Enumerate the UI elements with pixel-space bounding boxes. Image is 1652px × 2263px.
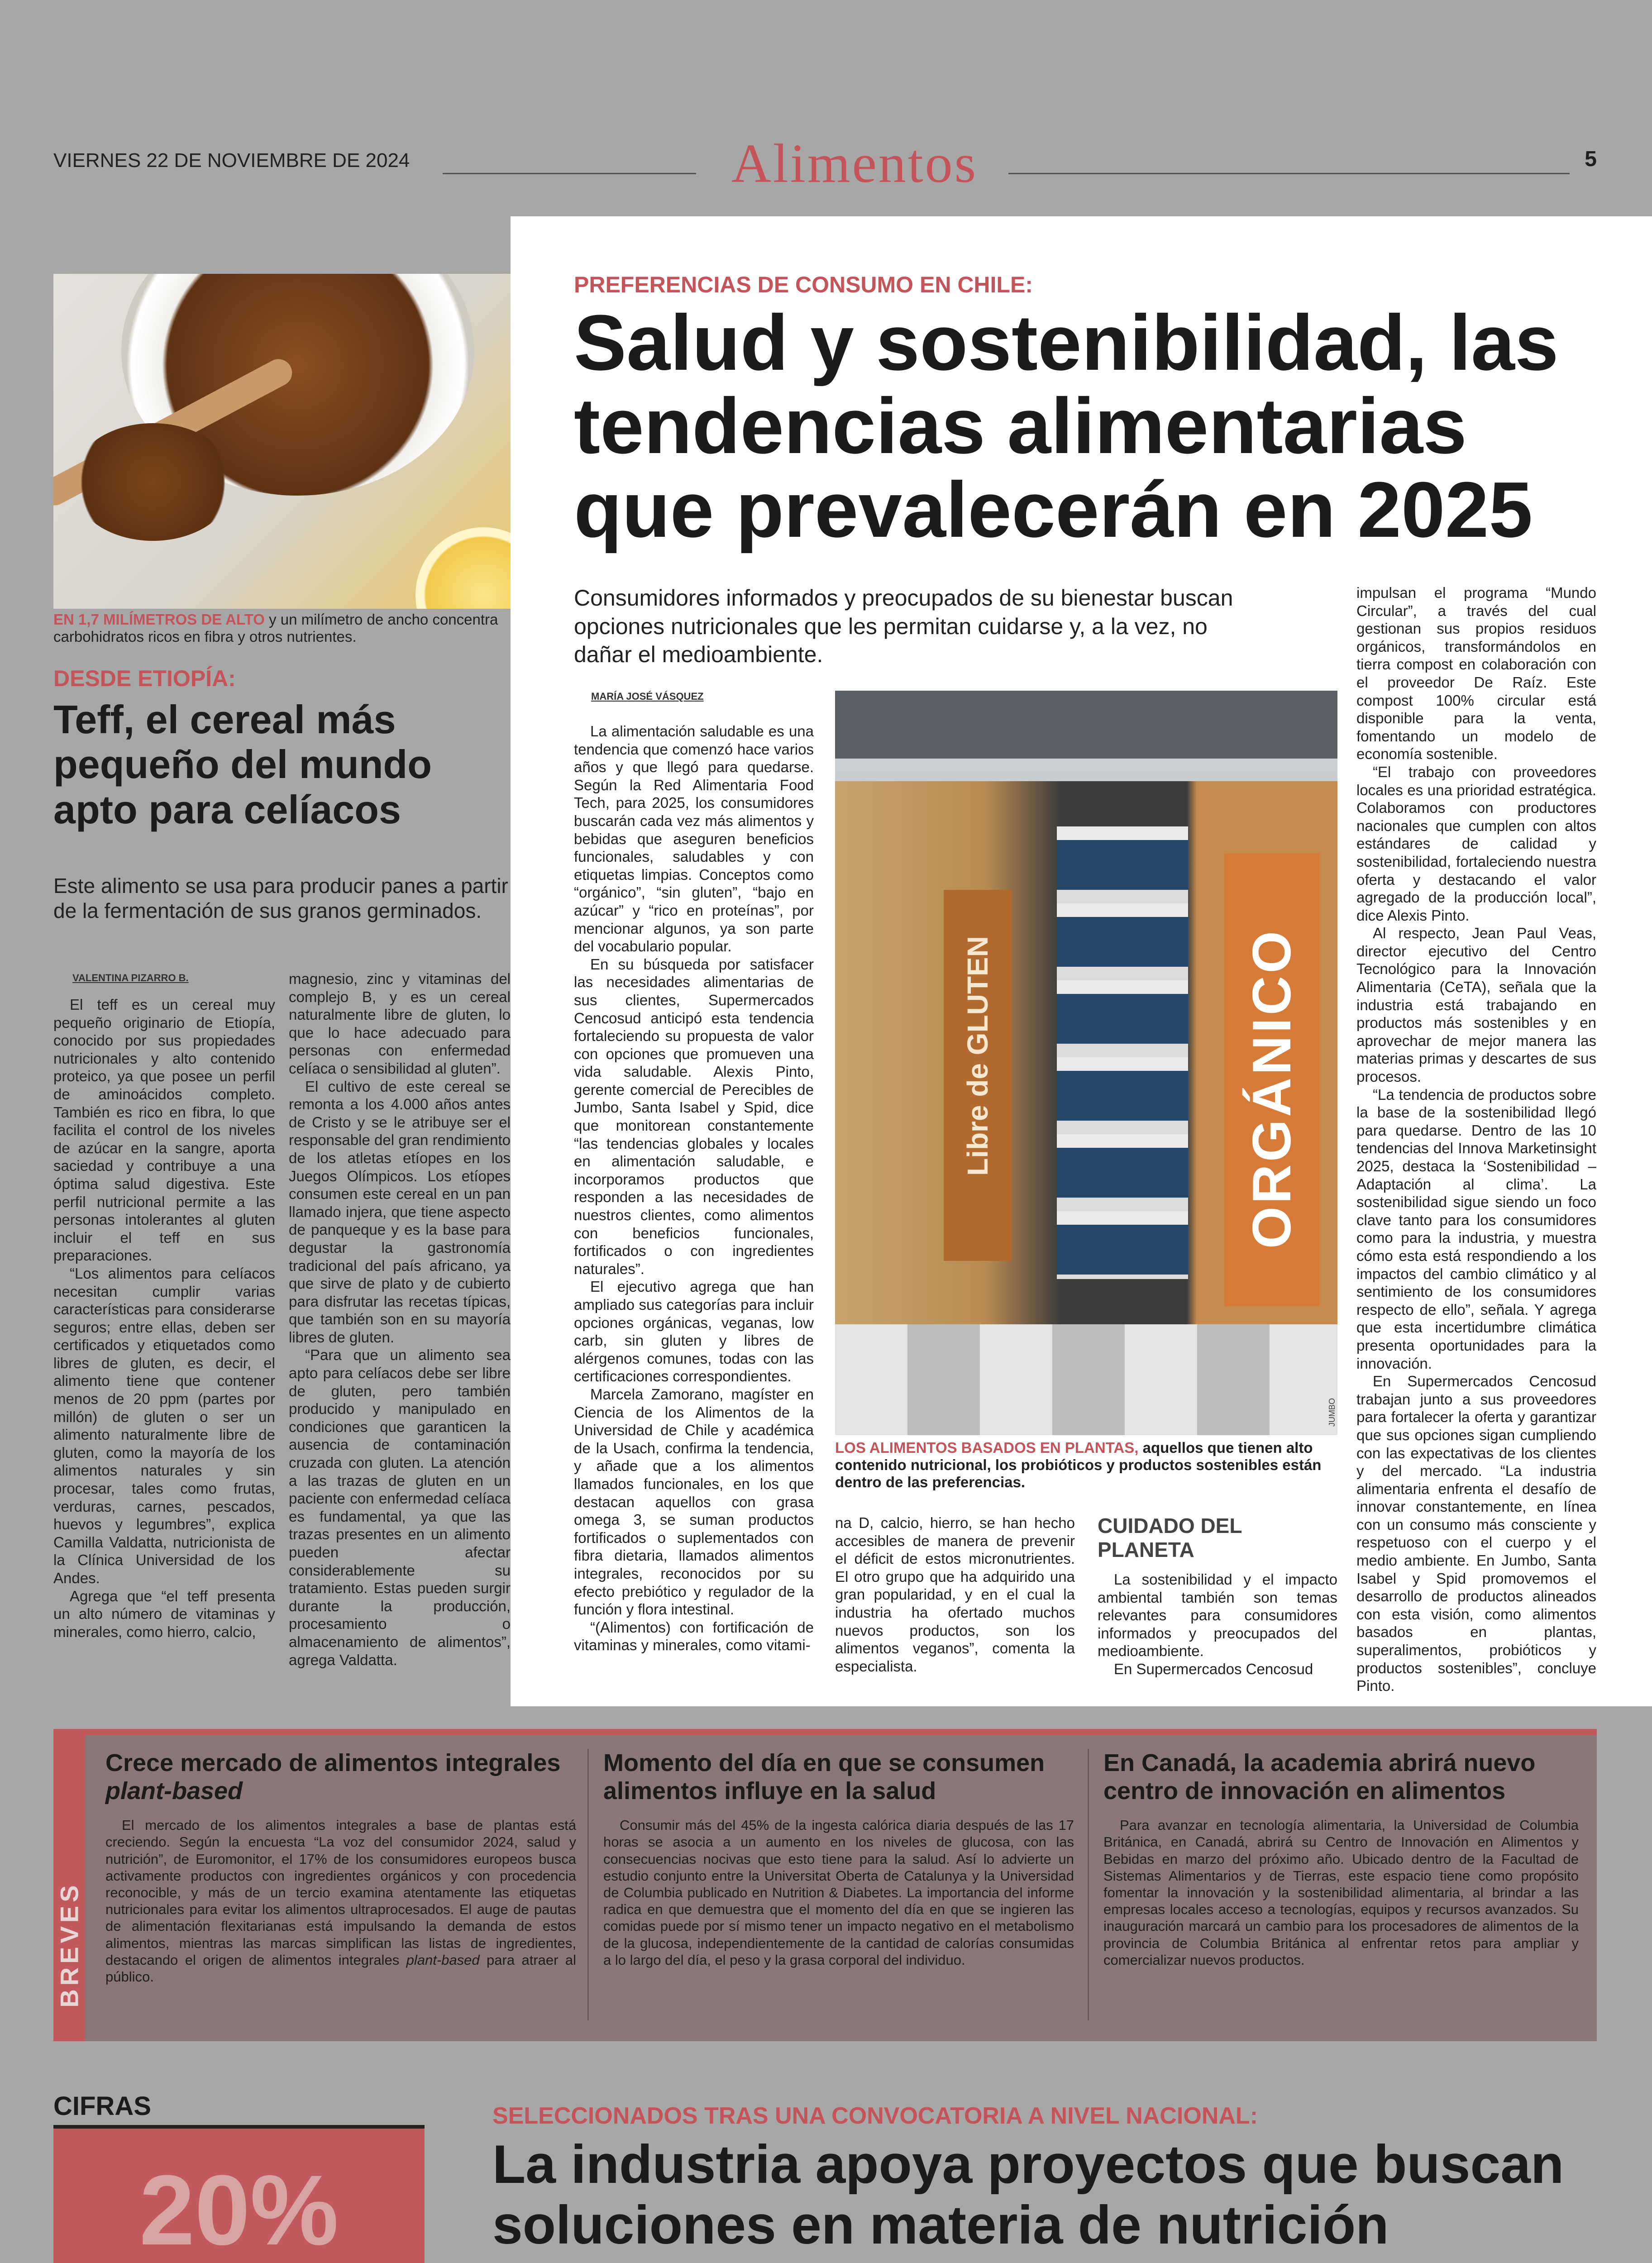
main-photo-caption	[835, 1439, 1337, 1491]
main-kicker: PREFERENCIAS DE CONSUMO EN CHILE:	[574, 272, 1033, 297]
teff-caption	[53, 611, 511, 645]
paragraph: “La tendencia de productos sobre la base de la sostenibilidad llegó para quedarse. Dentro de las 10 tendencias del Innova Marketinsight 2025, destaca la ‘Sostenibilidad – Adaptación al clima’. La sostenibilidad sigue siendo un foco clave tanto para los consumidores como para la industria, y muestra cómo esta está respondiendo a los impactos del cambio climático y al sentimiento de los consumidores respecto de ello”, señala. Y agrega que esta incertidumbre climática presenta oportunidades para la innovación.	[1356, 1086, 1596, 1372]
breves-item-body: Consumir más del 45% de la ingesta calórica diaria después de las 17 horas se asocia a un aumento en los niveles de glucosa, con las consecuencias nocivas que esto tiene para la salud. Así lo advierte un estudio conjunto entre la Universitat Oberta de Catalunya y la Universidad de Columbia publicado en Nutrition & Diabetes. La importancia del informe radica en que demuestra que el momento del día en que se ingieren las comidas puede por sí mismo tener un impacto negativo en el metabolismo de la glucosa, independientemente de la cantidad de calorías consumidas a lo largo del día, el peso y la grasa corporal del individuo.	[603, 1817, 1074, 1968]
lemon-slice-icon	[415, 527, 511, 609]
breves-item-body: Para avanzar en tecnología alimentaria, la Universidad de Columbia Británica, en Canadá, abrirá su Centro de Innovación en Alimentos y Bebidas en marzo del próximo año. Ubicado dentro de la Facultad de Sistemas Alimentarios y de Tierras, este espacio tiene como propósito fomentar la innovación y la sostenibilidad alimentaria, al brindar a las empresas locales acceso a tecnologías, equipos y recursos avanzados. Su inauguración marcará un cambio para los procesadores de alimentos de la provincia de Columbia Británica al enfrentar retos para ampliar y comercializar nuevos productos.	[1103, 1817, 1579, 1968]
breves-body-text: El mercado de los alimentos integrales a base de plantas está creciendo. Según la encuesta “La voz del consumidor 2024, salud y nutrición”, de Euromonitor, el 17% de los consumidores europeos busca activamente productos con ingredientes orgánicos y con procedencia reconocible, y más de un tercio examina atentamente las etiquetas nutricionales para evitar los alimentos ultraprocesados. El auge de pautas de alimentación flexitarianas está impulsando la demanda de estos alimentos, mientras las marcas simplifican las listas de ingredientes, destacando el origen de alimentos integrales	[105, 1817, 576, 1968]
paragraph: magnesio, zinc y vitaminas del complejo B, y es un cereal naturalmente libre de gluten, lo que lo hace adecuado para personas con enfermedad celíaca o sensibilidad al gluten”.	[289, 970, 511, 1077]
organic-sign-text: ORGÁNICO	[1241, 928, 1302, 1249]
breves-item-1	[105, 1749, 576, 1985]
breves-title-text: Crece mercado de alimentos integrales	[105, 1749, 561, 1776]
cifras-label: CIFRAS	[53, 2091, 151, 2121]
section-title: Alimentos	[731, 133, 978, 194]
page-number: 5	[1585, 147, 1597, 171]
breves-item-title: En Canadá, la academia abrirá nuevo centro de innovación en alimentos	[1103, 1749, 1536, 1805]
store-ceiling	[835, 691, 1337, 759]
breves-item-title: Momento del día en que se consumen alimentos influye en la salud	[603, 1749, 1045, 1805]
paragraph: En Supermercados Cencosud trabajan junto a sus proveedores para fortalecer la oferta y garantizar que sus opciones sigan cumpliendo con las expectativas de los clientes y del mercado. “La industria alimentaria enfrenta el desafío de innovar constantemente, en línea con un consumo más consciente y respetuoso con el cuerpo y el medio ambiente. En Jumbo, Santa Isabel y Spid promovemos el desarrollo de productos alineados con esta visión, como alimentos basados en plantas, superalimentos, probióticos y productos sostenibles”, concluye Pinto.	[1356, 1373, 1596, 1695]
teff-kicker: DESDE ETIOPÍA:	[53, 666, 236, 691]
cifra-number: 20%	[139, 2154, 339, 2263]
paragraph: La alimentación saludable es una tendencia que comenzó hace varios años y que llegó para quedarse. Según la Red Alimentaria Food Tech, para 2025, los consumidores buscarán cada vez más alimentos y bebidas que aseguren beneficios funcionales, saludables y con etiquetas limpias. Conceptos como “orgánico”, “sin gluten”, “bajo en azúcar” y “rico en proteínas”, por mencionar algunos, ya son parte del vocabulario popular.	[574, 723, 814, 955]
spoon-grains-icon	[72, 423, 234, 541]
paragraph: “El trabajo con proveedores locales es una prioridad estratégica. Colaboramos con productores nacionales que cumplen con altos estándares de calidad y sostenibilidad, fortaleciendo nuestra oferta y destacando el valor agregado de la producción local”, dice Alexis Pinto.	[1356, 763, 1596, 924]
breves-body-em: plant-based	[406, 1952, 480, 1968]
breves-item-2	[603, 1749, 1074, 1968]
main-lead: Consumidores informados y preocupados de su bienestar buscan opciones nutricionales que les permitan cuidarse y, a la vez, no dañar el medioambiente.	[574, 585, 1233, 667]
teff-byline: VALENTINA PIZARRO B.	[72, 972, 189, 983]
main-column-1	[574, 722, 814, 1654]
teff-lead: Este alimento se usa para producir panes a partir de la fermentación de sus granos germinados.	[53, 874, 508, 923]
teff-photo	[53, 274, 511, 609]
industria-kicker: SELECCIONADOS TRAS UNA CONVOCATORIA A NIVEL NACIONAL:	[492, 2103, 1258, 2129]
breves-divider	[587, 1749, 589, 2020]
main-byline: MARÍA JOSÉ VÁSQUEZ	[591, 691, 704, 702]
paragraph: En Supermercados Cencosud	[1114, 1660, 1313, 1677]
main-subhead: CUIDADO DEL PLANETA	[1098, 1514, 1242, 1561]
main-column-4	[1356, 584, 1596, 1695]
main-caption-text: aquellos que tienen alto contenido nutricional, los probióticos y productos sostenibles están dentro de las preferencias.	[835, 1439, 1322, 1490]
cifra-item	[72, 2154, 406, 2263]
breves-divider	[1088, 1749, 1089, 2020]
paragraph: Agrega que “el teff presenta un alto número de vitaminas y minerales, como hierro, calcio,	[53, 1587, 275, 1640]
main-photo	[835, 691, 1337, 1435]
breves-item-title	[105, 1749, 576, 1805]
paragraph: En su búsqueda por satisfacer las necesidades alimentarias de sus clientes, Supermercados Cencosud anticipó esta tendencia fortaleciendo su propuesta de valor con opciones que promueven una vida saludable. Alexis Pinto, gerente comercial de Perecibles de Jumbo, Santa Isabel y Spid, dice que monitorean constantemente “las tendencias globales y locales en alimentación saludable, e incorporamos productos que responden a las necesidades de nuestros clientes, como alimentos con beneficios funcionales, fortificados o con ingredientes naturales”.	[574, 955, 814, 1277]
paragraph: na D, calcio, hierro, se han hecho accesibles de manera de prevenir el déficit de estos micronutrientes. El otro grupo que ha adquirido una gran popularidad, y en el cual la industria ha ofertado muchos nuevos productos, son los alimentos veganos”, comenta la especialista.	[835, 1514, 1075, 1675]
teff-column-1	[53, 996, 275, 1641]
main-caption-bold: LOS ALIMENTOS BASADOS EN PLANTAS,	[835, 1439, 1139, 1456]
breves-side-bar	[53, 1735, 85, 2041]
cifras-box	[53, 2125, 425, 2263]
paragraph: impulsan el programa “Mundo Circular”, a través del cual gestionan sus propios residuos orgánicos, transformándolos en tierra compost en colaboración con el proveedor De Raíz. Este compost 100% circular está disponible para la venta, fomentando un modelo de economía sostenible.	[1356, 584, 1596, 763]
breves-item-3	[1103, 1749, 1579, 1968]
paragraph: El cultivo de este cereal se remonta a los 4.000 años antes de Cristo y se le atribuye ser el responsable del gran rendimiento de los atletas etíopes en los Juegos Olímpicos. Los etíopes consumen este cereal en un pan llamado injera, que tiene aspecto de panqueque y es la base para degustar la gastronomía tradicional del país africano, ya que sirve de plato y de cubierto para disfrutar las recetas típicas, que también son en su mayoría libres de gluten.	[289, 1078, 511, 1346]
shelf-products	[1057, 826, 1188, 1279]
breves-item-body	[105, 1817, 576, 1985]
header-rule-right	[1008, 173, 1570, 174]
teff-title: Teff, el cereal más pequeño del mundo apto para celíacos	[53, 697, 432, 832]
teff-caption-text: y un milímetro de ancho concentra carbohidratos ricos en fibra y otros nutrientes.	[53, 611, 498, 645]
paragraph: “Para que un alimento sea apto para celíacos debe ser libre de gluten, pero también producido y manipulado en condiciones que garanticen la ausencia de contaminación cruzada con gluten. La atención a las trazas de gluten en un paciente con enfermedad celíaca es fundamental, ya que las trazas presentes en un alimento pueden afectar considerablemente su tratamiento. Estas pueden surgir durante la producción, procesamiento o almacenamiento de alimentos”, agrega Valdatta.	[289, 1346, 511, 1668]
teff-column-2	[289, 970, 511, 1669]
industria-title: La industria apoya proyectos que buscan soluciones en materia de nutrición	[492, 2134, 1564, 2256]
paragraph: La sostenibilidad y el impacto ambiental también son temas relevantes para consumidores informados y preocupados del medioambiente.	[1098, 1571, 1337, 1660]
main-column-3	[1098, 1571, 1337, 1678]
main-title: Salud y sostenibilidad, las tendencias alimentarias que prevalecerán en 2025	[574, 298, 1559, 554]
paragraph: El ejecutivo agrega que han ampliado sus categorías para incluir opciones orgánicas, veganas, low carb, sin gluten y libres de alérgenos comunes, todas con las certificaciones correspondientes.	[574, 1278, 814, 1385]
breves-box	[53, 1729, 1597, 2041]
page-header	[53, 133, 1597, 194]
teff-caption-bold: EN 1,7 MILÍMETROS DE ALTO	[53, 611, 265, 628]
breves-label: BREVES	[55, 1881, 84, 2008]
photo-credit: JUMBO	[1327, 1398, 1337, 1427]
gluten-sign	[944, 890, 1012, 1261]
main-column-2	[835, 1514, 1075, 1675]
paragraph: Al respecto, Jean Paul Veas, director ejecutivo del Centro Tecnológico para la Innovación Alimentaria (CeTA), señala que la industria está trabajando en productos más sostenibles y en aprovechar de mejor manera las materias primas y descartes de sus procesos.	[1356, 925, 1596, 1085]
breves-title-em: plant-based	[105, 1777, 243, 1805]
breves-body-end: para atraer al público.	[105, 1952, 576, 1985]
paragraph: El teff es un cereal muy pequeño originario de Etiopía, conocido por sus propiedades nutricionales y alto contenido proteico, ya que posee un perfil de aminoácidos completo. También es rico en fibra, lo que facilita el control de los niveles de azúcar en la sangre, aporta saciedad y contribuye a una óptima salud digestiva. Este perfil nutricional permite a las personas intolerantes al gluten incluir el teff en sus preparaciones.	[53, 996, 275, 1264]
paragraph: “(Alimentos) con fortificación de vitaminas y minerales, como vitami-	[574, 1618, 814, 1654]
paragraph: “Los alimentos para celíacos necesitan cumplir varias características para considerarse seguros; entre ellas, deben ser certificados y etiquetados como libres de gluten, es decir, el alimento tiene que contener menos de 20 ppm (partes por millón) de gluten o ser un alimento naturalmente libre de gluten, como la mayoría de los alimentos naturales y sin procesar, tales como frutas, verduras, carnes, pescados, huevos y legumbres”, explica Camilla Valdatta, nutricionista de la Clínica Universidad de los Andes.	[53, 1265, 275, 1586]
organic-sign	[1224, 854, 1319, 1306]
paragraph: Marcela Zamorano, magíster en Ciencia de los Alimentos de la Universidad de Chile y académica de la Usach, confirma la tendencia, y añade que a los alimentos llamados funcionales, en los que destacan aquellos con grasa omega 3, se suman productos fortificados o suplementados con fibra dietaria, llamados alimentos integrales, reconocidos por su efecto prebiótico y regulador de la función y flora intestinal.	[574, 1385, 814, 1618]
header-date: VIERNES 22 DE NOVIEMBRE DE 2024	[53, 149, 410, 172]
gluten-sign-text: Libre de GLUTEN	[961, 936, 994, 1176]
